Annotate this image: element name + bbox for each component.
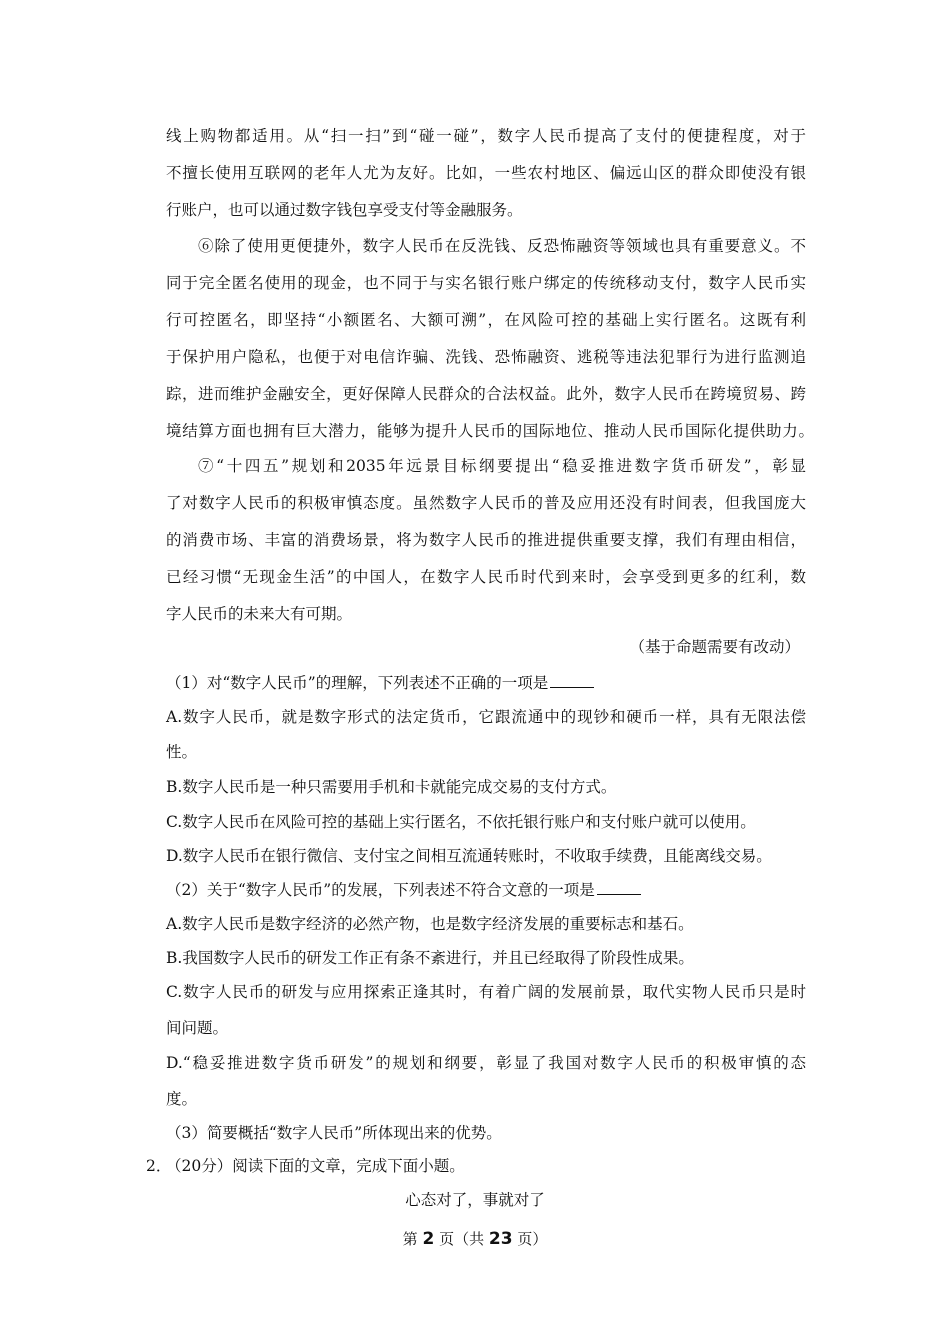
para7-line-4: 已经习惯“无现金生活”的中国人，在数字人民币时代到来时，会享受到更多的红利，数	[166, 568, 806, 586]
para6-line-4: 于保护用户隐私，也便于对电信诈骗、洗钱、恐怖融资、逃税等违法犯罪行为进行监测追	[166, 348, 806, 366]
article-title: 心态对了，事就对了	[405, 1191, 545, 1209]
para6-line-1: ⑥除了使用更便捷外，数字人民币在反洗钱、反恐怖融资等领域也具有重要意义。不	[198, 237, 806, 255]
para6-line-5: 踪，进而维护金融安全，更好保障人民群众的合法权益。此外，数字人民币在跨境贸易、跨	[166, 385, 806, 403]
question2-number: 2．	[146, 1157, 172, 1175]
q1-option-a-line-1: A.数字人民币，就是数字形式的法定货币，它跟流通中的现钞和硬币一样，具有无限法偿	[166, 708, 806, 726]
para7-line-2: 了对数字人民币的积极审慎态度。虽然数字人民币的普及应用还没有时间表，但我国庞大	[166, 494, 806, 512]
q2-option-a: A.数字人民币是数字经济的必然产物，也是数字经济发展的重要标志和基石。	[166, 915, 694, 933]
q1-option-b: B.数字人民币是一种只需要用手机和卡就能完成交易的支付方式。	[166, 778, 617, 796]
q2-option-c-line-2: 间问题。	[166, 1019, 229, 1037]
source-note: （基于命题需要有改动）	[629, 638, 800, 656]
q1-option-d: D.数字人民币在银行微信、支付宝之间相互流通转账时，不收取手续费，且能离线交易。	[166, 847, 772, 865]
para5-line-2: 不擅长使用互联网的老年人尤为友好。比如，一些农村地区、偏远山区的群众即使没有银	[166, 164, 806, 182]
q1-option-a-line-2: 性。	[166, 743, 198, 761]
q1-option-c: C.数字人民币在风险可控的基础上实行匿名，不依托银行账户和支付账户就可以使用。	[166, 813, 756, 831]
footer-total-pages: 23	[488, 1229, 513, 1249]
para6-line-6: 境结算方面也拥有巨大潜力，能够为提升人民币的国际地位、推动人民币国际化提供助力。	[166, 422, 814, 440]
q2-stem-text: （2）关于“数字人民币”的发展，下列表述不符合文意的一项是	[166, 881, 595, 899]
q2-stem	[166, 880, 806, 900]
footer-prefix: 第	[402, 1230, 418, 1248]
para5-line-1: 线上购物都适用。从“扫一扫”到“碰一碰”，数字人民币提高了支付的便捷程度，对于	[166, 127, 806, 145]
q2-option-c-line-1: C.数字人民币的研发与应用探索正逢其时，有着广阔的发展前景，取代实物人民币只是时	[166, 983, 806, 1001]
para5-line-3: 行账户，也可以通过数字钱包享受支付等金融服务。	[166, 201, 523, 219]
footer-suffix: 页）	[517, 1230, 548, 1248]
question2-stem: （20分）阅读下面的文章，完成下面小题。	[166, 1157, 465, 1175]
para7-line-5: 字人民币的未来大有可期。	[166, 605, 353, 623]
footer-mid: 页（共	[439, 1230, 485, 1248]
q2-option-d-line-2: 度。	[166, 1090, 198, 1108]
q1-answer-blank	[550, 673, 594, 688]
q2-option-d-line-1: D.“稳妥推进数字货币研发”的规划和纲要，彰显了我国对数字人民币的积极审慎的态	[166, 1054, 806, 1072]
q1-stem-text: （1）对“数字人民币”的理解，下列表述不正确的一项是	[166, 674, 549, 692]
q3-stem: （3）简要概括“数字人民币”所体现出来的优势。	[166, 1124, 502, 1142]
q1-stem	[166, 673, 806, 693]
para7-line-3: 的消费市场、丰富的消费场景，将为数字人民币的推进提供重要支撑，我们有理由相信，	[166, 531, 806, 549]
para6-line-3: 行可控匿名，即坚持“小额匿名、大额可溯”，在风险可控的基础上实行匿名。这既有利	[166, 311, 806, 329]
para7-line-1: ⑦“十四五”规划和2035年远景目标纲要提出“稳妥推进数字货币研发”，彰显	[198, 457, 806, 475]
page-footer	[0, 1229, 950, 1249]
q2-option-b: B.我国数字人民币的研发工作正有条不紊进行，并且已经取得了阶段性成果。	[166, 949, 694, 967]
para6-line-2: 同于完全匿名使用的现金，也不同于与实名银行账户绑定的传统移动支付，数字人民币实	[166, 274, 806, 292]
q2-answer-blank	[597, 880, 641, 895]
footer-page-number: 2	[422, 1229, 435, 1249]
